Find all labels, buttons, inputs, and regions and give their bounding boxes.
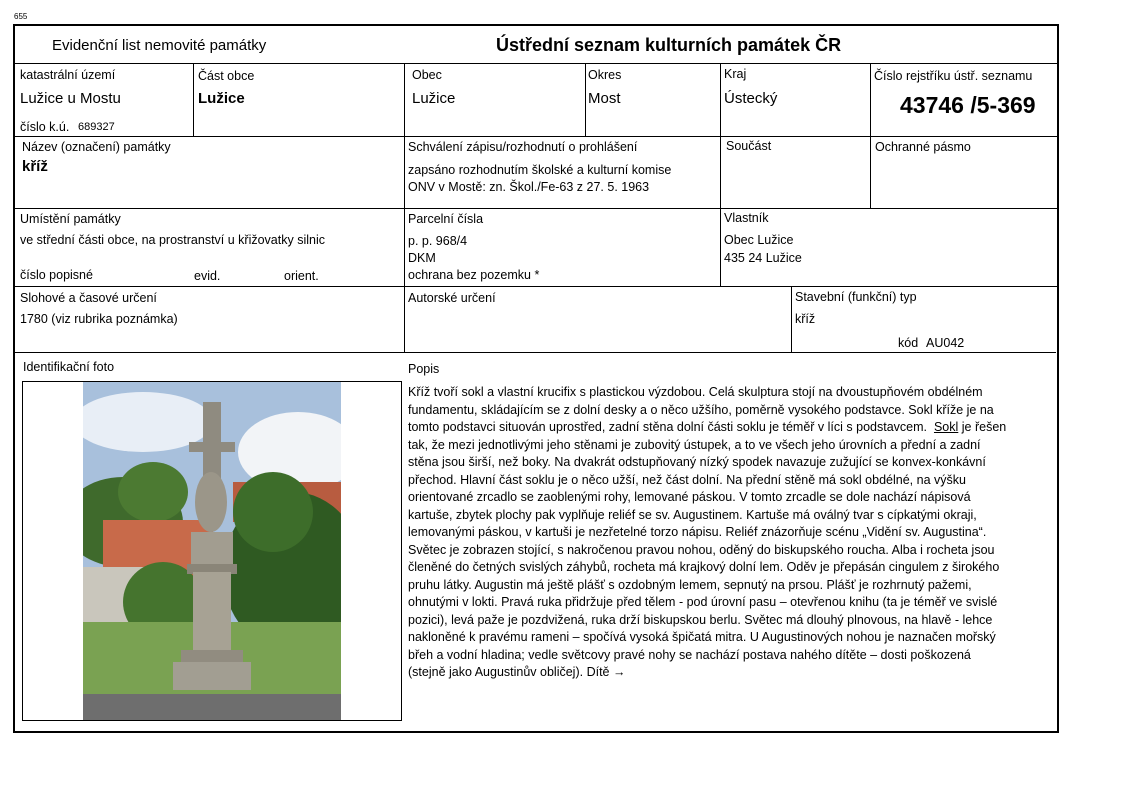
parcel-line-3: ochrana bez pozemku *: [408, 268, 540, 282]
description-text: [408, 384, 1048, 682]
parcel-line-1: p. p. 968/4: [408, 234, 468, 248]
photo-label: Identifikační foto: [23, 360, 115, 374]
approval-line-1: zapsáno rozhodnutím školské a kulturní komise: [408, 163, 672, 177]
type-label: Stavební (funkční) typ: [795, 290, 917, 304]
description-line: kartuše, zbytek plochy pak vyplňuje reliéf se sv. Augustinem. Kartuše má oválný tvar s cípkatými okraji,: [408, 507, 977, 522]
type-value: kříž: [795, 312, 816, 326]
protection-zone-label: Ochranné pásmo: [875, 140, 971, 154]
description-line: lemovanými páskou, v kartuši je nezřetelné torzo nápisu. Reliéf znázorňuje scénu „Vidění sv. Augustina“.: [408, 525, 987, 539]
register-title: Ústřední seznam kulturních památek ČR: [496, 35, 842, 55]
owner-line-2: 435 24 Lužice: [724, 251, 802, 265]
code-value: AU042: [926, 336, 965, 350]
part-label: Část obce: [198, 69, 255, 83]
evid-label: evid.: [194, 269, 221, 283]
sheet-type-title: Evidenční list nemovité památky: [52, 37, 267, 54]
region-value: Ústecký: [724, 90, 778, 107]
description-label: Popis: [408, 362, 440, 376]
style-label: Slohové a časové určení: [20, 291, 157, 305]
description-line: členěné do četných svislých záhybů, rocheta má krajkový dolní lem. Oděv je přepásán cingulem z širokého: [408, 560, 1000, 574]
location-label: Umístění památky: [20, 212, 121, 226]
author-label: Autorské určení: [408, 291, 496, 305]
cadastral-value: Lužice u Mostu: [20, 90, 121, 107]
description-line: (stejně jako Augustinův obličej). Dítě →: [408, 665, 626, 679]
monument-photo: [83, 382, 341, 720]
description-line: nakloněné k pravému rameni – spočívá vysoká špičatá mitra. U Augustinových nohou je naznačen mořský: [408, 630, 996, 644]
part-value: Lužice: [198, 90, 245, 107]
description-line: tak, že mezi jednotlivými jeho stěnami je zubovitý ústupek, a to ve všech jeho úrovních a přední a zadní: [408, 437, 981, 452]
parcel-line-2: DKM: [408, 251, 436, 265]
description-line: Kříž tvoří sokl a vlastní krucifix s plastickou výzdobou. Celá skulptura stojí na dvoustupňovém obdélném: [408, 385, 983, 399]
component-label: Součást: [726, 139, 772, 153]
cadastral-no-label: číslo k.ú.: [20, 120, 70, 134]
cadastral-no-value: 689327: [78, 121, 115, 133]
code-label: kód: [898, 336, 919, 350]
description-line: stěna jsou širší, než boky. Na dvakrát odstupňovaný nízký spodek navazuje zužující se konvex-konkávní: [408, 455, 986, 469]
approval-line-2: ONV v Mostě: zn. Škol./Fe-63 z 27. 5. 1963: [408, 180, 650, 194]
owner-label: Vlastník: [724, 211, 769, 225]
description-line: pruhu látky. Augustin má ještě plášť s ozdobným lemem, sepnutý na prsou. Plášť je rozhrnutý pažemi,: [408, 577, 972, 592]
cadastral-label: katastrální území: [20, 68, 116, 82]
description-line: orientované zrcadlo se zaoblenými rohy, lemované páskou. V tomto zrcadle se dole nachází nápisová: [408, 490, 971, 504]
register-number: 43746 /5-369: [900, 92, 1036, 118]
municipality-value: Lužice: [412, 90, 456, 107]
description-line: přechod. Hlavní část soklu je o něco užší, než část dolní. Na přední stěně má sokl obdélné, na výšku: [408, 472, 966, 487]
district-value: Most: [588, 90, 621, 107]
orient-label: orient.: [284, 269, 319, 283]
house-no-label: číslo popisné: [20, 268, 93, 282]
page-number: 655: [14, 12, 28, 21]
description-line: fundamentu, skládajícím se z dolní desky a o něco užšího, poměrně vysokého podstavce. Sokl kříže je na: [408, 402, 994, 417]
description-line: břeh a vodní hladina; vedle světcovy pravé nohy se nachází postava nahého dítěte – dosti poškozená: [408, 647, 971, 662]
description-line: tomto podstavci situován uprostřed, zadní stěna dolní části soklu je téměř v líci s podstavcem. Sokl je řešen: [408, 420, 1007, 434]
style-value: 1780 (viz rubrika poznámka): [20, 312, 178, 326]
municipality-label: Obec: [412, 68, 442, 82]
region-label: Kraj: [724, 67, 747, 81]
monument-name: kříž: [22, 158, 48, 175]
description-line: pozici), levá paže je pozdvižená, ruka drží biskupskou berlu. Světec má dlouhý plnovous, na hlavě - lehce: [408, 612, 993, 627]
district-label: Okres: [588, 68, 622, 82]
owner-line-1: Obec Lužice: [724, 233, 794, 247]
name-label: Název (označení) památky: [22, 140, 171, 154]
parcel-label: Parcelní čísla: [408, 212, 484, 226]
register-label: Číslo rejstříku ústř. seznamu: [874, 69, 1033, 83]
description-line: ohnutými v lokti. Pravá ruka přidržuje před tělem - pod úrovní pasu – otevřenou knihu (ta je téměř ve svislé: [408, 595, 998, 609]
approval-label: Schválení zápisu/rozhodnutí o prohlášení: [408, 140, 638, 154]
location-value: ve střední části obce, na prostranství u křižovatky silnic: [20, 233, 325, 247]
description-line: Světec je zobrazen stojící, s nakročenou pravou nohou, oděný do biskupského roucha. Alba i rocheta jsou: [408, 542, 995, 557]
